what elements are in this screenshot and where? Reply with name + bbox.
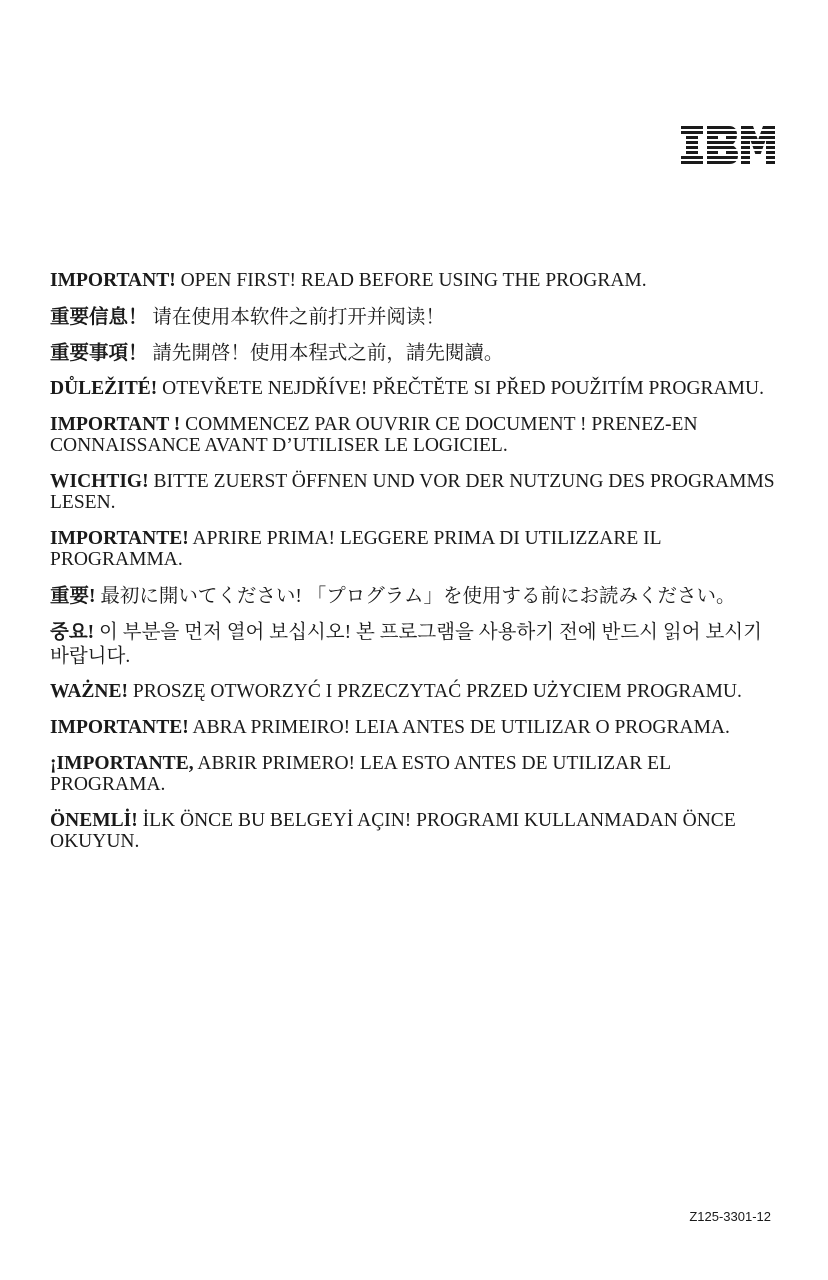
notice-heading: IMPORTANTE! xyxy=(50,717,189,738)
notice-spanish xyxy=(50,753,780,795)
notice-body: COMMENCEZ PAR OUVRIR CE DOCUMENT ! PRENEZ-EN CONNAISSANCE AVANT D’UTILISER LE LOGICIEL. xyxy=(50,414,698,456)
notice-heading: ÖNEMLİ! xyxy=(50,810,138,831)
notice-heading: IMPORTANTE! xyxy=(50,528,189,549)
notice-traditional-chinese xyxy=(50,342,780,366)
notice-body: PROSZĘ OTWORZYĆ I PRZECZYTAĆ PRZED UŻYCIEM PROGRAMU. xyxy=(132,681,742,702)
notice-heading: WAŻNE! xyxy=(50,681,129,702)
notice-english xyxy=(50,270,780,291)
notice-body: 이 부분을 먼저 열어 보십시오! 본 프로그램을 사용하기 전에 반드시 읽어 보시기 바랍니다. xyxy=(50,622,762,667)
notice-heading: 重要事項！ xyxy=(50,343,148,364)
notice-list xyxy=(50,270,780,867)
notice-heading: 중요! xyxy=(50,622,95,643)
notice-korean xyxy=(50,621,780,669)
notice-body: OPEN FIRST! READ BEFORE USING THE PROGRAM. xyxy=(180,270,647,291)
notice-simplified-chinese xyxy=(50,306,780,330)
notice-french xyxy=(50,414,780,456)
notice-turkish xyxy=(50,810,780,852)
notice-heading: 重要信息！ xyxy=(50,307,148,328)
notice-heading: ¡IMPORTANTE, xyxy=(50,753,194,774)
notice-body: ABRA PRIMEIRO! LEIA ANTES DE UTILIZAR O PROGRAMA. xyxy=(192,717,730,738)
notice-body: 请在使用本软件之前打开并阅读！ xyxy=(152,307,445,328)
part-number: Z125-3301-12 xyxy=(689,1209,771,1224)
notice-body: 最初に開いてください! 「プログラム」を使用する前にお読みください。 xyxy=(100,586,736,607)
notice-body: OTEVŘETE NEJDŘÍVE! PŘEČTĚTE SI PŘED POUŽITÍM PROGRAMU. xyxy=(162,378,764,399)
notice-italian xyxy=(50,528,780,570)
notice-heading: 重要! xyxy=(50,586,96,607)
notice-body: İLK ÖNCE BU BELGEYİ AÇIN! PROGRAMI KULLANMADAN ÖNCE OKUYUN. xyxy=(50,810,736,852)
ibm-logo-icon xyxy=(681,126,775,164)
notice-heading: DŮLEŽITÉ! xyxy=(50,378,158,399)
notice-body: ABRIR PRIMERO! LEA ESTO ANTES DE UTILIZAR EL PROGRAMA. xyxy=(50,753,671,795)
notice-german xyxy=(50,471,780,513)
notice-body: APRIRE PRIMA! LEGGERE PRIMA DI UTILIZZARE IL PROGRAMMA. xyxy=(50,528,661,570)
notice-japanese xyxy=(50,585,780,609)
notice-heading: WICHTIG! xyxy=(50,471,149,492)
notice-czech xyxy=(50,378,780,399)
notice-heading: IMPORTANT ! xyxy=(50,414,181,435)
notice-polish xyxy=(50,681,780,702)
notice-body: 請先開啓！使用本程式之前，請先閱讀。 xyxy=(152,343,504,364)
notice-body: BITTE ZUERST ÖFFNEN UND VOR DER NUTZUNG DES PROGRAMMS LESEN. xyxy=(50,471,775,513)
notice-heading: IMPORTANT! xyxy=(50,270,176,291)
notice-portuguese xyxy=(50,717,780,738)
